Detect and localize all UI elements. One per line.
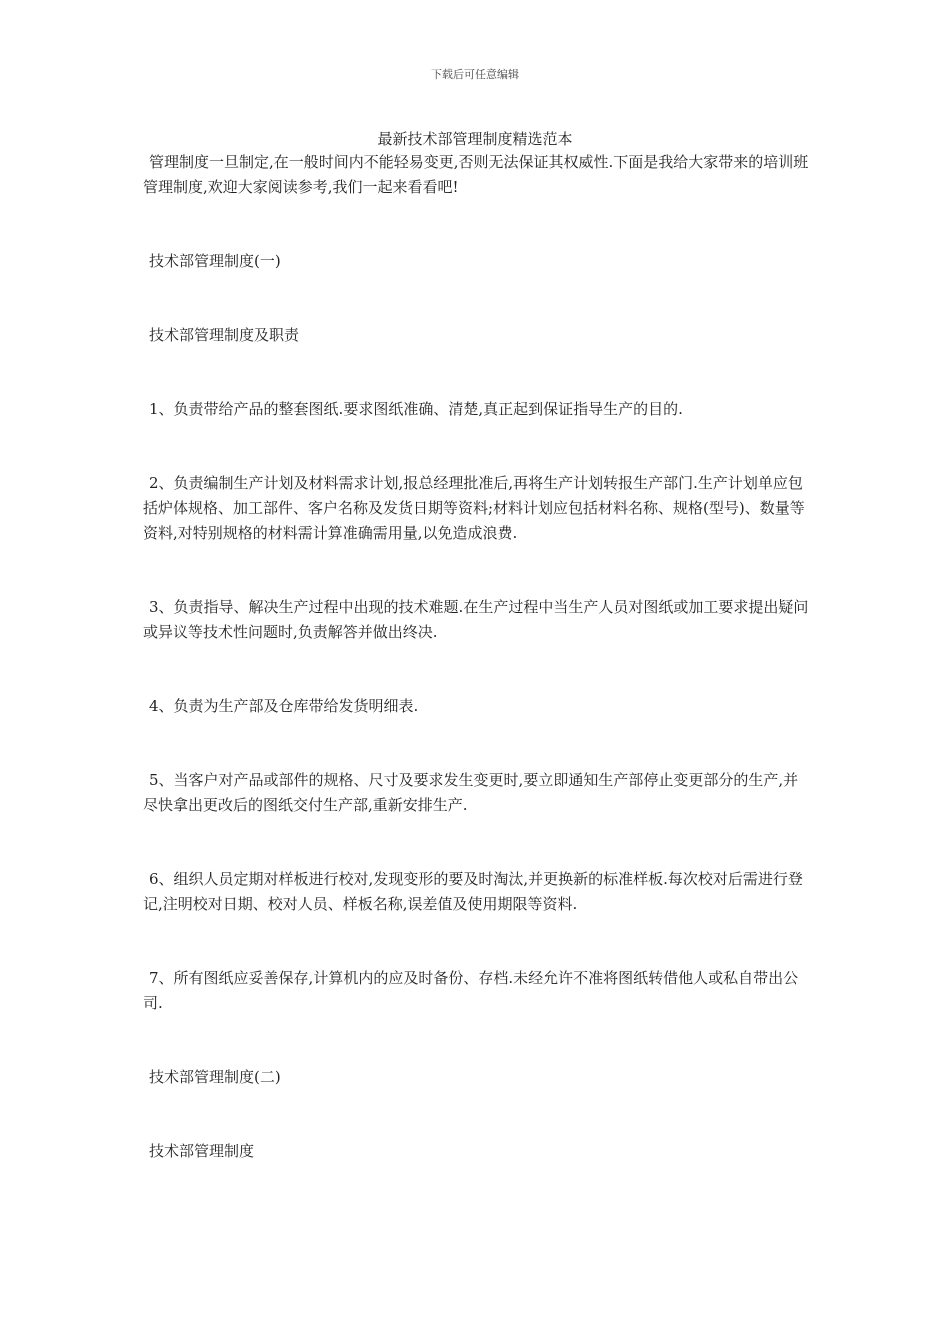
section2-subheading: 技术部管理制度	[149, 1142, 255, 1160]
document-title: 最新技术部管理制度精选范本	[377, 130, 573, 148]
header-note: 下载后可任意编辑	[431, 68, 519, 81]
section2-heading: 技术部管理制度(二)	[149, 1068, 281, 1086]
list-item-1: 1、负责带给产品的整套图纸.要求图纸准确、清楚,真正起到保证指导生产的目的.	[149, 400, 683, 418]
list-item-3: 3、负责指导、解决生产过程中出现的技术难题.在生产过程中当生产人员对图纸或加工要求提出疑问或异议等技术性问题时,负责解答并做出终决.	[143, 598, 809, 641]
intro-paragraph: 管理制度一旦制定,在一般时间内不能轻易变更,否则无法保证其权威性.下面是我给大家带来的培训班管理制度,欢迎大家阅读参考,我们一起来看看吧!	[143, 153, 809, 196]
document-body	[143, 150, 813, 1164]
list-item-4: 4、负责为生产部及仓库带给发货明细表.	[149, 697, 419, 715]
section1-heading: 技术部管理制度(一)	[149, 252, 281, 270]
list-item-5: 5、当客户对产品或部件的规格、尺寸及要求发生变更时,要立即通知生产部停止变更部分的生产,并尽快拿出更改后的图纸交付生产部,重新安排生产.	[143, 771, 799, 814]
section1-subheading: 技术部管理制度及职责	[149, 326, 300, 344]
list-item-7: 7、所有图纸应妥善保存,计算机内的应及时备份、存档.未经允许不准将图纸转借他人或私自带出公司.	[143, 969, 799, 1012]
list-item-6: 6、组织人员定期对样板进行校对,发现变形的要及时淘汰,并更换新的标准样板.每次校对后需进行登记,注明校对日期、校对人员、样板名称,误差值及使用期限等资料.	[143, 870, 803, 913]
list-item-2: 2、负责编制生产计划及材料需求计划,报总经理批准后,再将生产计划转报生产部门.生产计划单应包括炉体规格、加工部件、客户名称及发货日期等资料;材料计划应包括材料名称、规格(型号)、数量等资料,对特别规格的材料需计算准确需用量,以免造成浪费.	[143, 474, 805, 542]
